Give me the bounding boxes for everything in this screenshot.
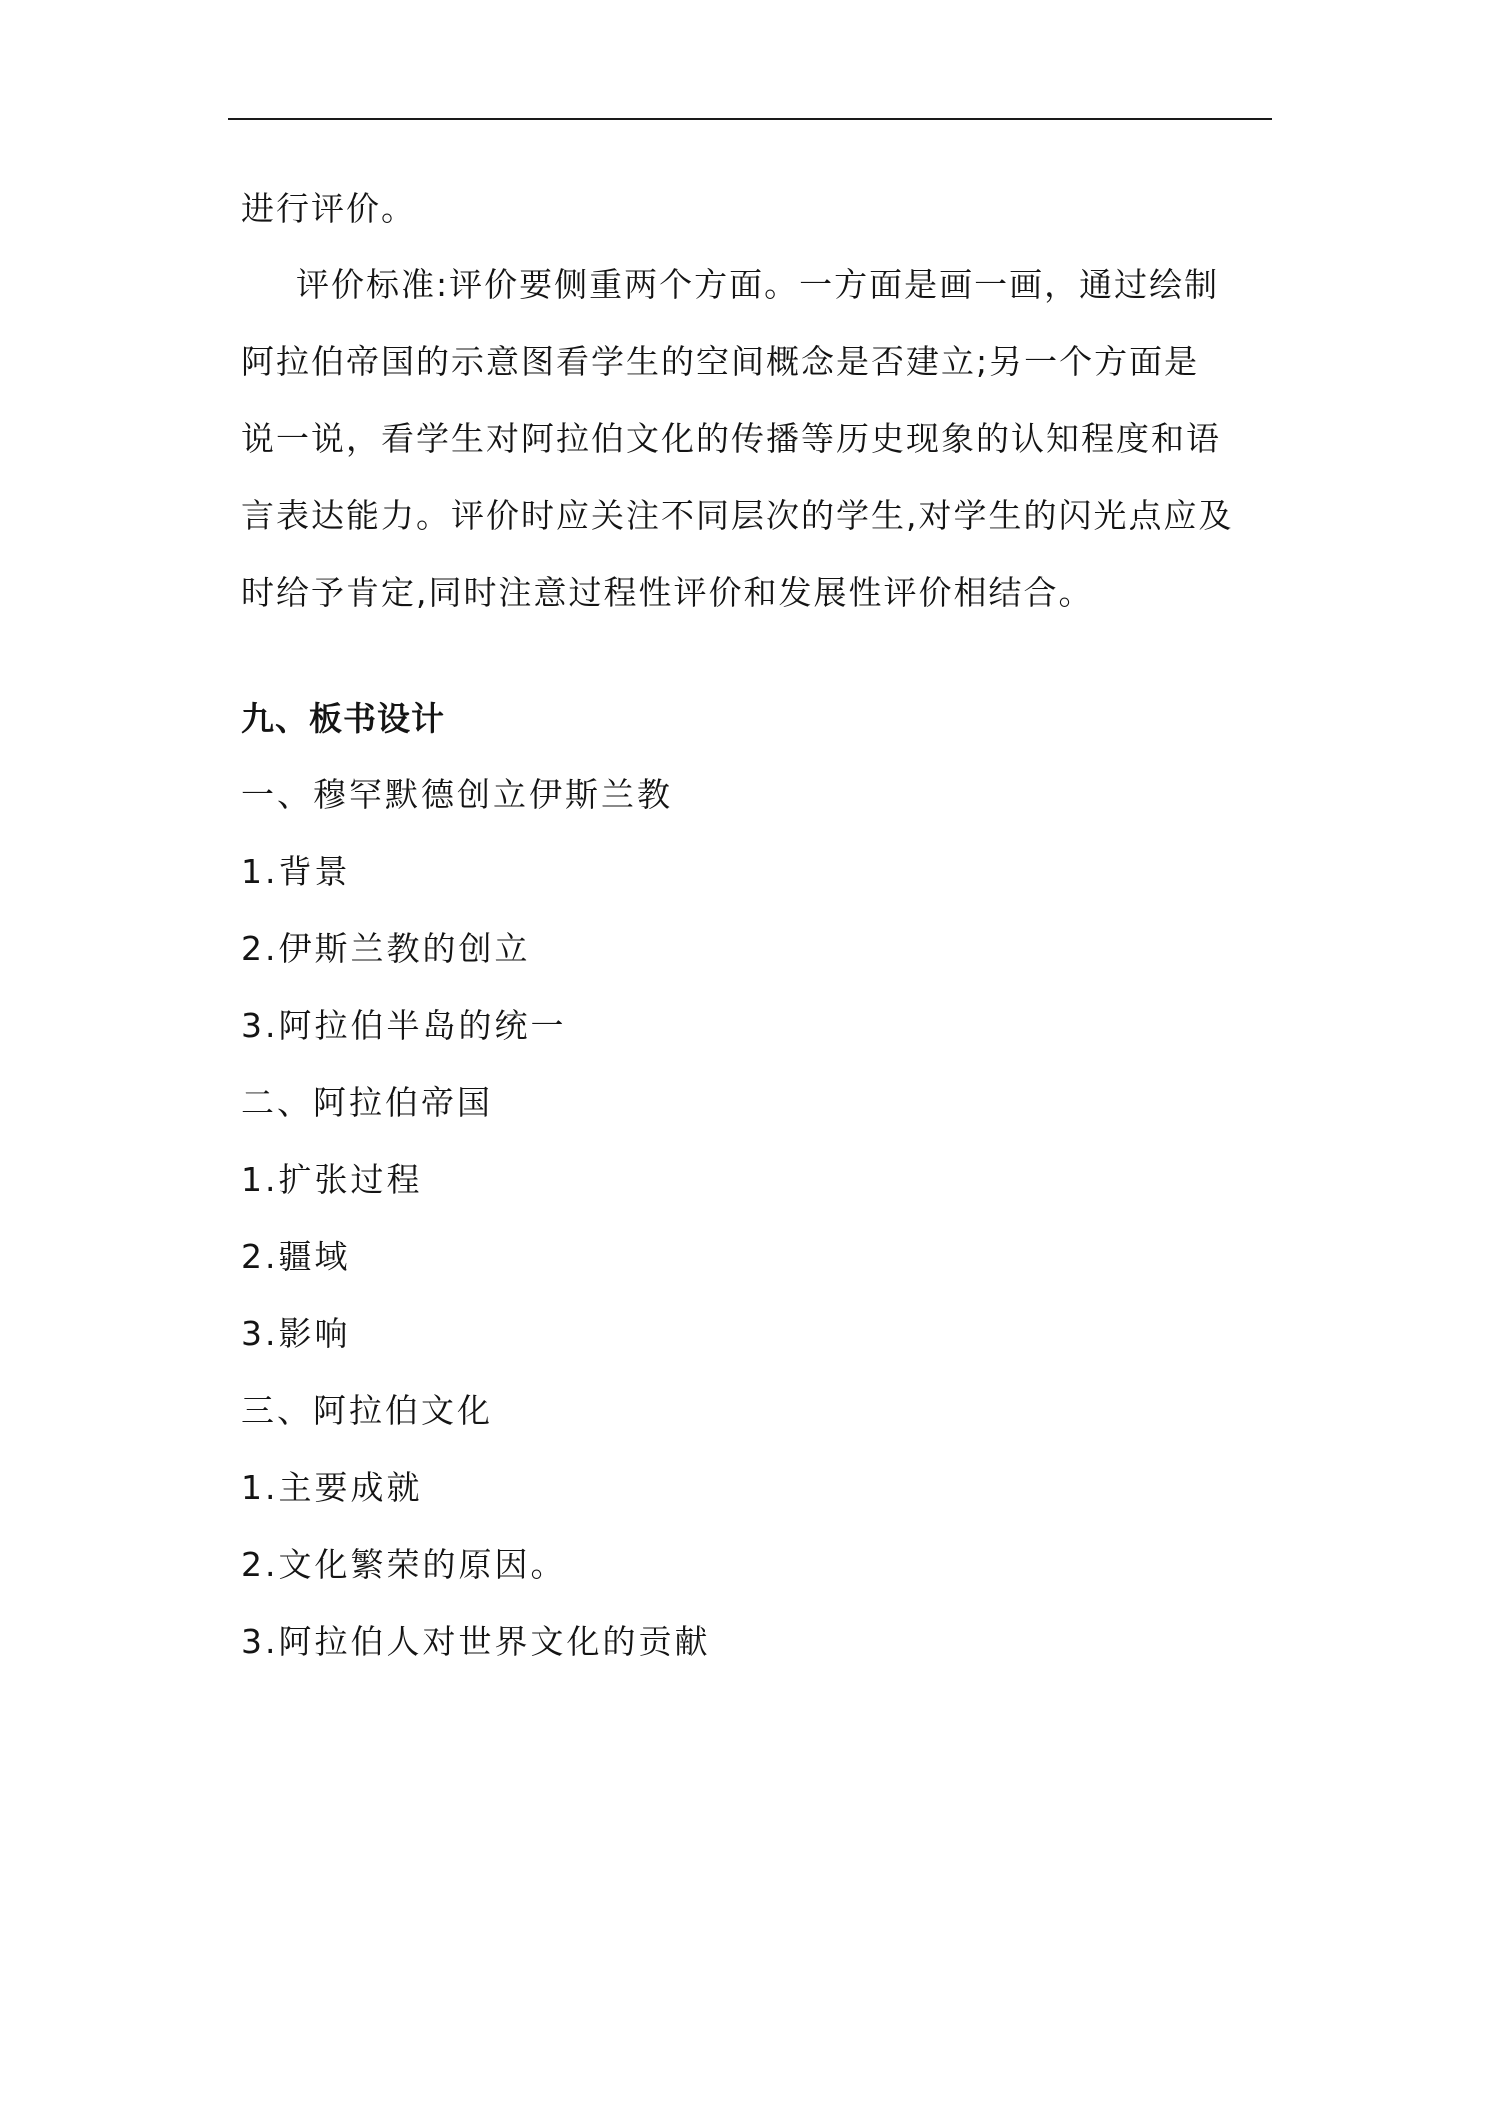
outline-item: 2.伊斯兰教的创立 bbox=[241, 929, 531, 968]
outline-item: 一、穆罕默德创立伊斯兰教 bbox=[241, 775, 673, 814]
outline-item: 2.文化繁荣的原因。 bbox=[241, 1545, 567, 1584]
carry-line: 进行评价。 bbox=[241, 189, 416, 228]
section-heading-block bbox=[241, 680, 1241, 757]
outline-item: 3.影响 bbox=[241, 1314, 351, 1353]
outline-item: 二、阿拉伯帝国 bbox=[241, 1083, 493, 1122]
section-heading: 九、板书设计 bbox=[241, 699, 445, 738]
outline-item: 1.扩张过程 bbox=[241, 1160, 423, 1199]
outline-item: 3.阿拉伯人对世界文化的贡献 bbox=[241, 1622, 711, 1661]
paragraph-line: 说一说，看学生对阿拉伯文化的传播等历史现象的认知程度和语 bbox=[241, 419, 1221, 458]
outline-item: 三、阿拉伯文化 bbox=[241, 1391, 493, 1430]
paragraph-line: 评价标准:评价要侧重两个方面。一方面是画一画，通过绘制 bbox=[296, 265, 1220, 304]
outline-item: 1.主要成就 bbox=[241, 1468, 423, 1507]
paragraph-line: 阿拉伯帝国的示意图看学生的空间概念是否建立;另一个方面是 bbox=[241, 342, 1200, 381]
outline-item: 3.阿拉伯半岛的统一 bbox=[241, 1006, 567, 1045]
evaluation-paragraph bbox=[241, 246, 1241, 631]
outline-item: 1.背景 bbox=[241, 852, 351, 891]
carry-over-text bbox=[241, 170, 1241, 247]
board-outline bbox=[241, 756, 1241, 1680]
paragraph-line: 言表达能力。评价时应关注不同层次的学生,对学生的闪光点应及 bbox=[241, 496, 1234, 535]
paragraph-line: 时给予肯定,同时注意过程性评价和发展性评价相结合。 bbox=[241, 573, 1094, 612]
outline-item: 2.疆域 bbox=[241, 1237, 351, 1276]
header-rule bbox=[228, 118, 1272, 120]
